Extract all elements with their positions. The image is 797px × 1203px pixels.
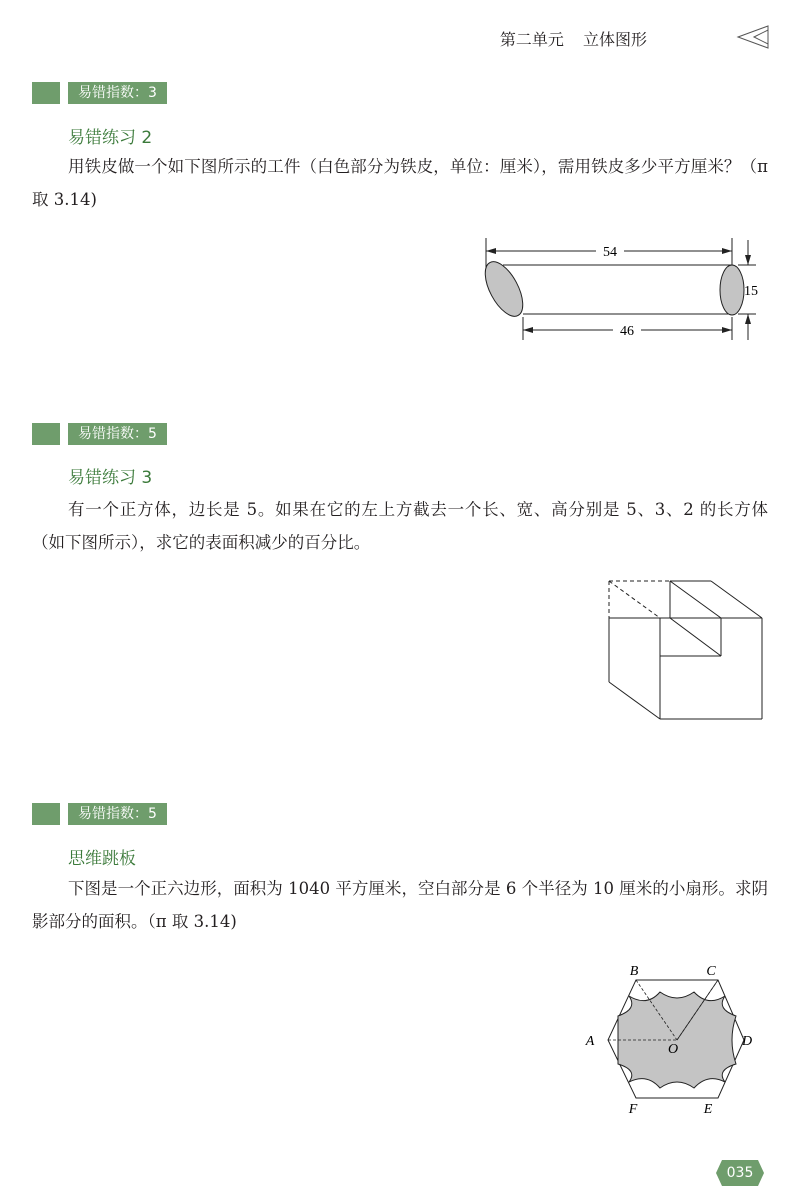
exercise-text: 用铁皮做一个如下图所示的工件（白色部分为铁皮，单位：厘米），需用铁皮多少平方厘米？（π 取 3.14): [32, 157, 768, 209]
unit-label: 第二单元: [499, 30, 564, 49]
exercise-title: 易错练习 3: [68, 468, 153, 488]
exercise-text: 有一个正方体，边长是 5。如果在它的左上方截去一个长、宽、高分别是 5、3、2 的长方体（如下图所示），求它的表面积减少的百分比。: [32, 500, 768, 552]
label-a: A: [585, 1034, 595, 1049]
difficulty-tag: 易错指数：5: [68, 423, 167, 445]
difficulty-tag: 易错指数：5: [68, 803, 167, 825]
exercise-title: 易错练习 2: [68, 128, 153, 148]
difficulty-tag: 易错指数：3: [68, 82, 167, 104]
dimension-bottom: 46: [620, 324, 634, 339]
page-number: 035: [726, 1165, 754, 1181]
label-b: B: [629, 964, 639, 979]
header-triangle-icon: [736, 24, 772, 50]
exercise-title: 思维跳板: [68, 849, 136, 869]
tag-marker: [32, 423, 60, 445]
label-d: D: [741, 1034, 753, 1049]
label-f: F: [628, 1102, 638, 1117]
cylinder-figure: [470, 232, 770, 347]
cube-figure: [600, 575, 770, 725]
label-e: E: [703, 1102, 713, 1117]
label-o: O: [667, 1042, 679, 1057]
label-c: C: [706, 964, 716, 979]
dimension-height: 15: [744, 284, 758, 299]
topic-label: 立体图形: [582, 30, 647, 49]
dimension-top: 54: [603, 245, 617, 260]
tag-marker: [32, 803, 60, 825]
tag-marker: [32, 82, 60, 104]
hexagon-figure: [580, 960, 760, 1120]
exercise-text: 下图是一个正六边形，面积为 1040 平方厘米，空白部分是 6 个半径为 10 厘米的小扇形。求阴影部分的面积。（π 取 3.14): [32, 879, 768, 931]
running-header: [486, 27, 647, 50]
